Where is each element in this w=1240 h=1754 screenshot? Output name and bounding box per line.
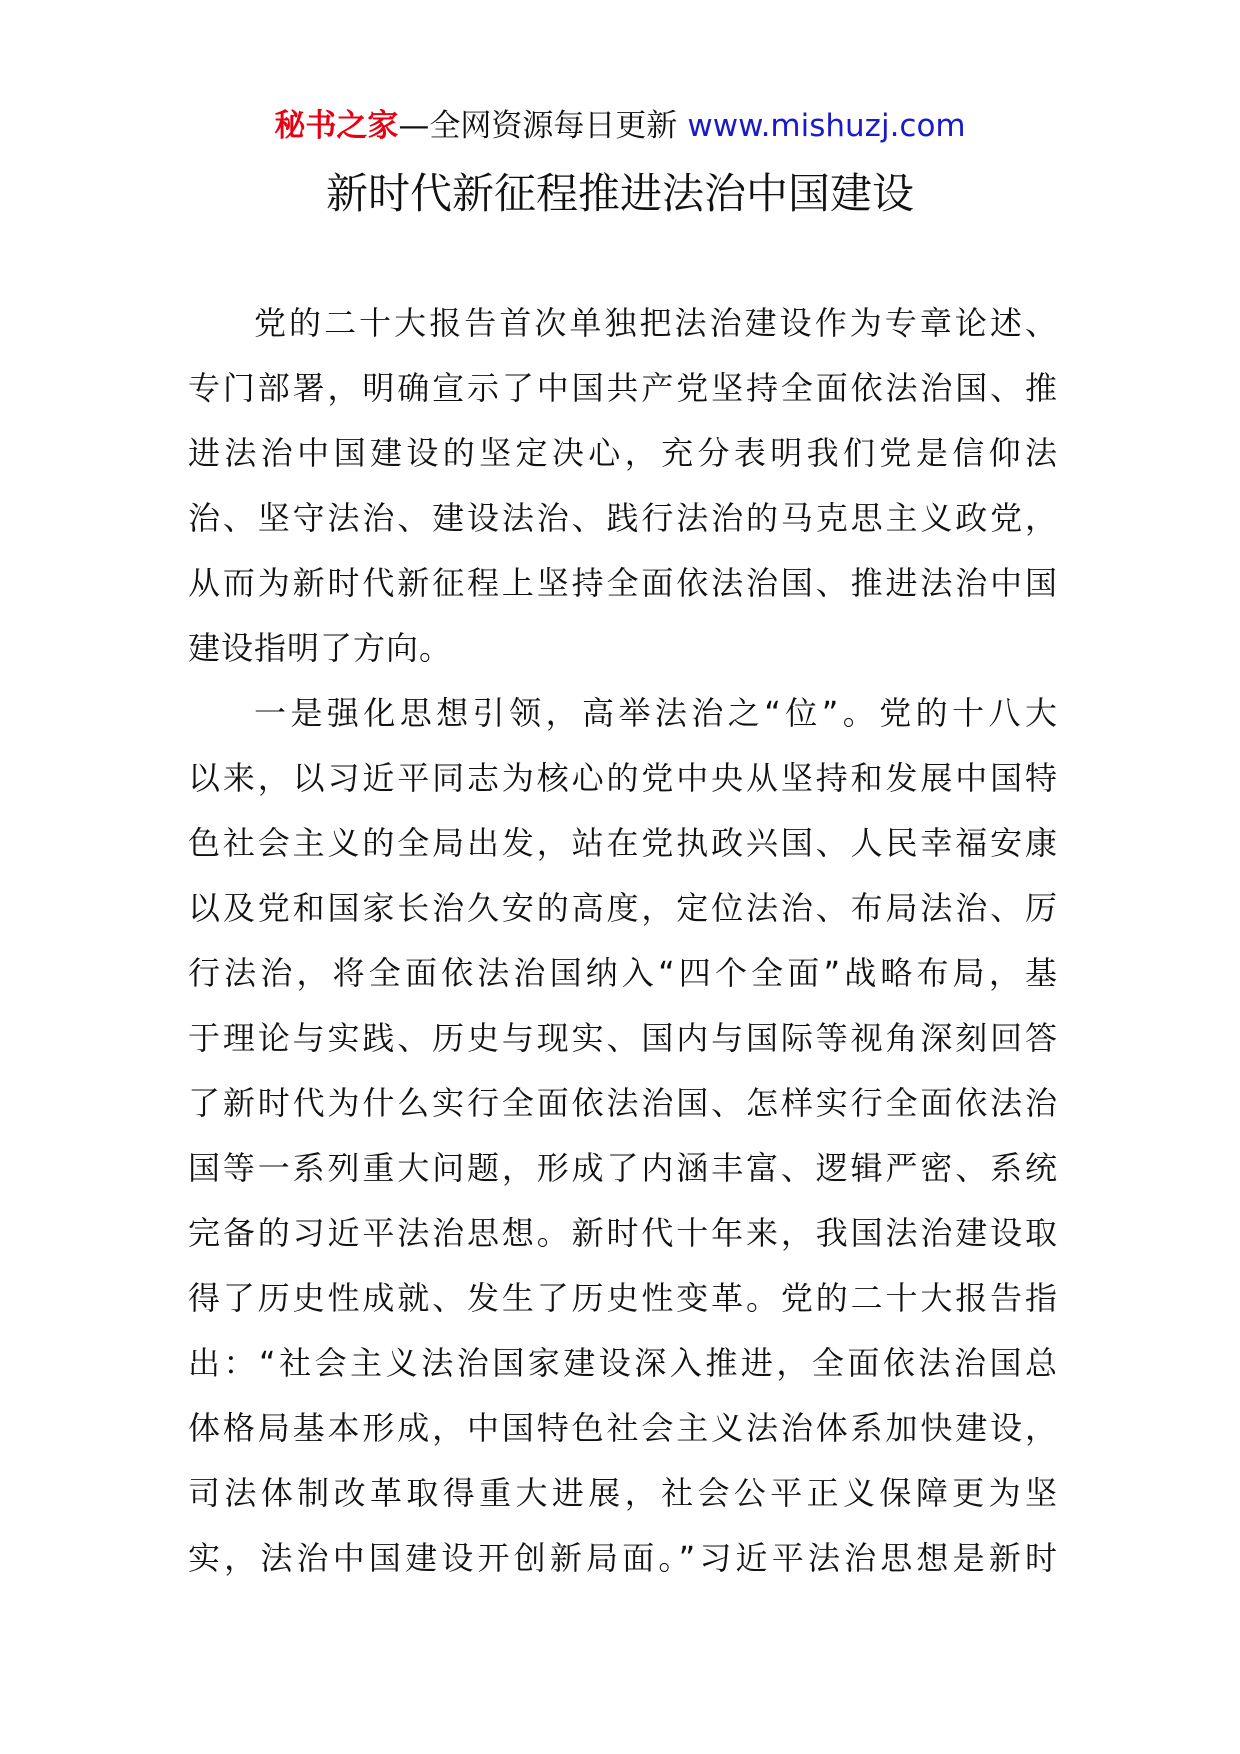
- text-line: 实，法治中国建设开创新局面。”习近平法治思想是新时: [188, 1539, 1058, 1577]
- text-line: 色社会主义的全局出发，站在党执政兴国、人民幸福安康: [188, 824, 1058, 862]
- text-line: 一是强化思想引领，高举法治之“位”。党的十八大: [254, 694, 1058, 732]
- text-line: 出：“社会主义法治国家建设深入推进，全面依法治国总: [188, 1344, 1058, 1382]
- text-line: 建设指明了方向。: [188, 629, 453, 667]
- text-line: 司法体制改革取得重大进展，社会公平正义保障更为坚: [188, 1474, 1058, 1512]
- article-body: [188, 291, 1058, 1591]
- site-url-link[interactable]: www.mishuzj.com: [687, 108, 966, 144]
- text-line: 得了历史性成就、发生了历史性变革。党的二十大报告指: [188, 1279, 1058, 1317]
- text-line: 国等一系列重大问题，形成了内涵丰富、逻辑严密、系统: [188, 1149, 1058, 1187]
- site-slogan: —全网资源每日更新: [398, 108, 678, 144]
- text-line: 以来，以习近平同志为核心的党中央从坚持和发展中国特: [188, 759, 1058, 797]
- paragraph-2: [188, 681, 1058, 1591]
- text-line: 体格局基本形成，中国特色社会主义法治体系加快建设，: [188, 1409, 1058, 1447]
- text-line: 治、坚守法治、建设法治、践行法治的马克思主义政党，: [188, 499, 1058, 537]
- text-line: 党的二十大报告首次单独把法治建设作为专章论述、: [254, 304, 1058, 342]
- text-line: 从而为新时代新征程上坚持全面依法治国、推进法治中国: [188, 564, 1058, 602]
- text-line: 专门部署，明确宣示了中国共产党坚持全面依法治国、推: [188, 369, 1058, 407]
- text-line: 完备的习近平法治思想。新时代十年来，我国法治建设取: [188, 1214, 1058, 1252]
- text-line: 进法治中国建设的坚定决心，充分表明我们党是信仰法: [188, 434, 1058, 472]
- brand-name: 秘书之家: [274, 108, 399, 144]
- text-line: 于理论与实践、历史与现实、国内与国际等视角深刻回答: [188, 1019, 1058, 1057]
- text-line: 了新时代为什么实行全面依法治国、怎样实行全面依法治: [188, 1084, 1058, 1122]
- text-line: 行法治，将全面依法治国纳入“四个全面”战略布局，基: [188, 954, 1058, 992]
- site-header: [0, 104, 1240, 148]
- article-title: 新时代新征程推进法治中国建设: [325, 169, 914, 218]
- text-line: 以及党和国家长治久安的高度，定位法治、布局法治、厉: [188, 889, 1058, 927]
- paragraph-1: [188, 291, 1058, 681]
